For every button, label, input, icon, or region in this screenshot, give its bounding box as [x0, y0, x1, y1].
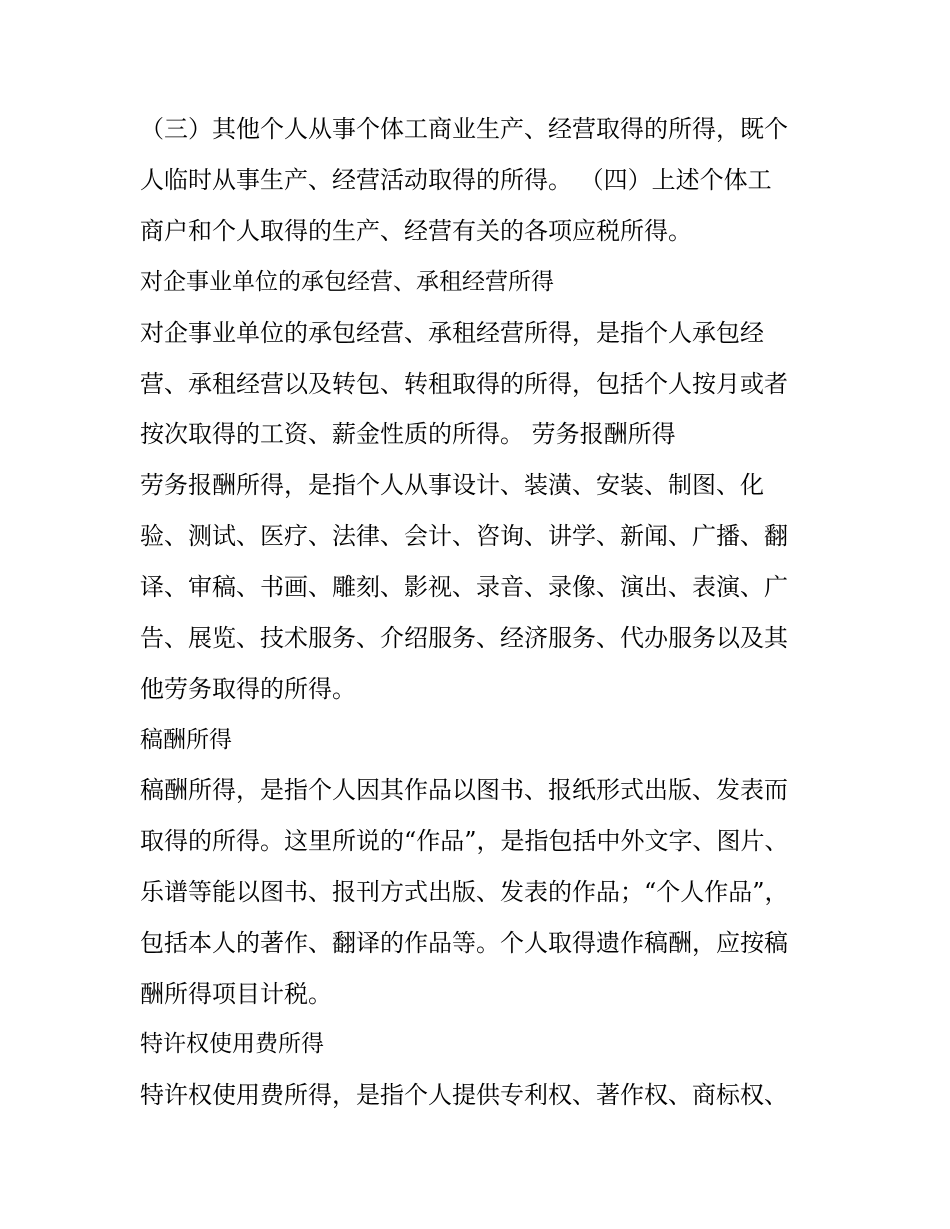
text-line: 验、测试、医疗、法律、会计、咨询、讲学、新闻、广播、翻	[140, 522, 788, 550]
section-heading: 稿酬所得	[140, 727, 232, 753]
text-line: 译、审稿、书画、雕刻、影视、录音、录像、演出、表演、广	[140, 573, 788, 601]
text-line: 告、展览、技术服务、介绍服务、经济服务、代办服务以及其	[140, 624, 788, 652]
text-line: 酬所得项目计税。	[140, 980, 332, 1008]
text-line: 乐谱等能以图书、报刊方式出版、发表的作品；“个人作品”，	[140, 878, 789, 906]
text-line: 人临时从事生产、经营活动取得的所得。 （四）上述个体工	[140, 166, 772, 194]
text-line: 包括本人的著作、翻译的作品等。个人取得遗作稿酬，应按稿	[140, 929, 788, 957]
text-line: 稿酬所得，是指个人因其作品以图书、报纸形式出版、发表而	[140, 776, 788, 804]
text-line: 劳务报酬所得，是指个人从事设计、装潢、安装、制图、化	[140, 471, 764, 499]
text-line: 营、承租经营以及转包、转租取得的所得，包括个人按月或者	[140, 370, 788, 398]
text-line: （三）其他个人从事个体工商业生产、经营取得的所得，既个	[140, 115, 788, 143]
text-line: 取得的所得。这里所说的“作品”，是指包括中外文字、图片、	[140, 827, 789, 855]
text-line: 特许权使用费所得，是指个人提供专利权、著作权、商标权、	[140, 1081, 788, 1109]
text-line: 按次取得的工资、薪金性质的所得。 劳务报酬所得	[140, 420, 676, 448]
text-line: 商户和个人取得的生产、经营有关的各项应税所得。	[140, 217, 692, 245]
text-line: 对企事业单位的承包经营、承租经营所得，是指个人承包经	[140, 319, 764, 347]
text-line: 他劳务取得的所得。	[140, 675, 356, 703]
section-heading: 特许权使用费所得	[140, 1031, 324, 1057]
section-heading: 对企事业单位的承包经营、承租经营所得	[140, 269, 554, 295]
